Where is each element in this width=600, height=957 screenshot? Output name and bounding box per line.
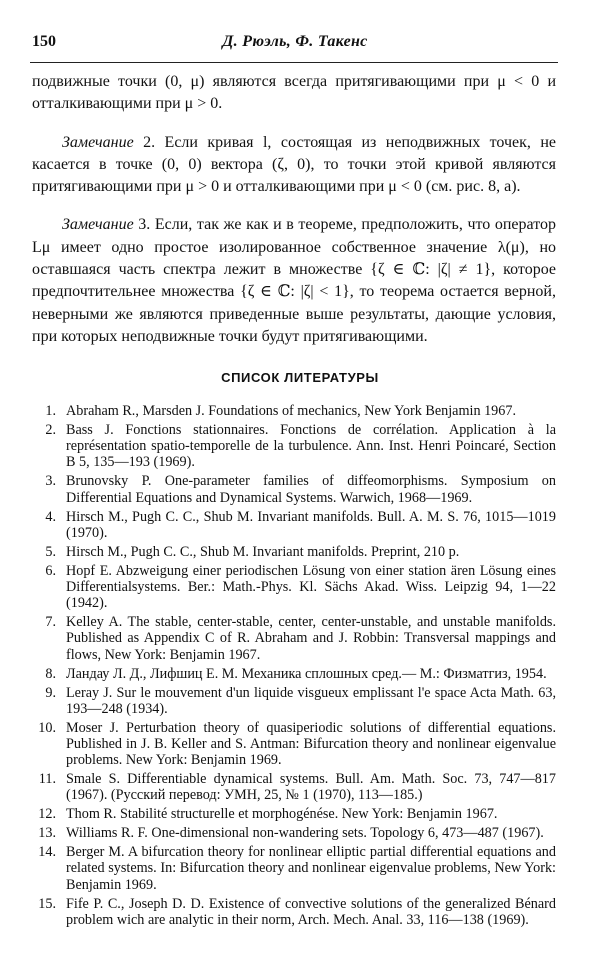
reference-number: 1. [45, 403, 56, 419]
remark-2-text: 2. Если кривая l, состоящая из неподвижных точек, не касается в точке (0, 0) вектора (ζ, 0), то точки этой кривой являются притягивающими при μ > 0 и отталкивающими при μ < 0 (см. рис. 8, a). [32, 133, 556, 196]
reference-text: Hirsch M., Pugh C. C., Shub M. Invariant manifolds. Preprint, 210 p. [66, 543, 460, 560]
reference-item [34, 614, 556, 663]
reference-text: Berger M. A bifurcation theory for nonlinear elliptic partial differential equations and related systems. In: Bifurcation theory and nonlinear eigenvalue problems, New York: Benjamin 1969. [66, 844, 556, 893]
reference-text: Brunovsky P. One-parameter families of diffeomorphisms. Symposium on Differential Equations and Dynamical Systems. Warwich, 1968—1969. [66, 473, 556, 506]
reference-number: 3. [45, 473, 56, 490]
reference-text: Smale S. Differentiable dynamical systems. Bull. Am. Math. Soc. 73, 747—817 (1967). (Русский перевод: УМН, 25, № 1 (1970), 113—185.) [66, 771, 556, 804]
reference-item [34, 544, 556, 560]
remark-2 [32, 132, 556, 199]
reference-number: 13. [38, 825, 56, 842]
reference-text: Kelley A. The stable, center-stable, center, center-unstable, and unstable manifolds. Published as Appendix C of R. Abraham and J. Robbin: Transversal mappings and flows, New York: Benjamin 1967. [66, 614, 556, 663]
page-header [32, 33, 558, 55]
page-number: 150 [32, 33, 56, 50]
reference-item [34, 825, 556, 841]
reference-item [34, 666, 556, 682]
reference-text: Williams R. F. One-dimensional non-wandering sets. Topology 6, 473—487 (1967). [66, 825, 544, 842]
reference-text: Abraham R., Marsden J. Foundations of mechanics, New York Benjamin 1967. [66, 403, 517, 419]
reference-number: 5. [45, 543, 56, 560]
remark-2-heading: Замечание [62, 133, 134, 151]
reference-number: 12. [38, 806, 56, 823]
running-title: Д. Рюэль, Ф. Такенс [222, 33, 368, 50]
reference-item [34, 844, 556, 893]
reference-item [34, 563, 556, 612]
reference-text: Hopf E. Abzweigung einer periodischen Lösung von einer station ären Lösung eines Differentialsystems. Ber.: Math.-Phys. Kl. Sächs Akad. Wiss. Leipzig 94, 1—22 (1942). [66, 562, 556, 612]
reference-item [34, 403, 556, 419]
reference-number: 14. [38, 844, 56, 861]
remark-3 [32, 214, 556, 348]
reference-item [34, 509, 556, 542]
reference-text: Fife P. C., Joseph D. D. Existence of convective solutions of the generalized Bénard problem wich are analytic in their norm, Arch. Mech. Anal. 33, 116—138 (1969). [66, 895, 556, 928]
reference-number: 10. [38, 719, 56, 736]
reference-number: 6. [45, 562, 56, 579]
reference-number: 9. [45, 684, 56, 701]
reference-item [34, 806, 556, 822]
header-rule [30, 62, 558, 63]
paragraph-continuation: подвижные точки (0, μ) являются всегда притягивающими при μ < 0 и отталкивающими при μ > 0. [32, 73, 556, 113]
reference-text: Bass J. Fonctions stationnaires. Fonctions de corrélation. Application à la représentation spatio-temporelle de la turbulence. Ann. Inst. Henri Poincaré, Section B 5, 135—193 (1969). [66, 421, 556, 471]
reference-number: 8. [45, 665, 56, 682]
reference-item [34, 771, 556, 804]
remark-3-text: 3. Если, так же как и в теореме, предположить, что оператор Lμ имеет одно простое изолированное собственное значение λ(μ), но оставшаяся часть спектра лежит в множестве {ζ ∈ ℂ: |ζ| ≠ 1}, которое предпочтительнее множества {ζ ∈ ℂ: |ζ| < 1}, то теорема остается верной, неверными же являются приведенные выше результаты, дающие условия, при которых неподвижные точки будут притягивающими. [32, 216, 556, 345]
reference-number: 4. [45, 508, 56, 525]
reference-text: Hirsch M., Pugh C. C., Shub M. Invariant manifolds. Bull. A. M. S. 76, 1015—1019 (1970). [66, 508, 556, 541]
reference-item [34, 422, 556, 471]
reference-item [34, 720, 556, 769]
reference-item [34, 896, 556, 929]
reference-number: 2. [45, 421, 56, 438]
reference-text: Ландау Л. Д., Лифшиц Е. М. Механика сплошных сред.— М.: Физматгиз, 1954. [66, 665, 547, 682]
reference-item [34, 685, 556, 718]
references-heading: СПИСОК ЛИТЕРАТУРЫ [221, 370, 379, 385]
reference-number: 11. [38, 771, 56, 788]
reference-number: 7. [45, 614, 56, 631]
reference-item [34, 473, 556, 506]
reference-number: 15. [38, 895, 56, 912]
body-text [32, 71, 556, 348]
remark-3-heading: Замечание [62, 216, 134, 234]
reference-text: Moser J. Perturbation theory of quasiperiodic solutions of differential equations. Published in J. B. Keller and S. Antman: Bifurcation theory and nonlinear eigenvalue problems. New York: Benjamin 1969. [66, 719, 556, 769]
reference-text: Thom R. Stabilité structurelle et morphogénése. New York: Benjamin 1967. [66, 806, 498, 823]
references-list [34, 403, 556, 931]
reference-text: Leray J. Sur le mouvement d'un liquide visgueux emplissant l'e space Acta Math. 63, 193—248 (1934). [66, 684, 556, 717]
